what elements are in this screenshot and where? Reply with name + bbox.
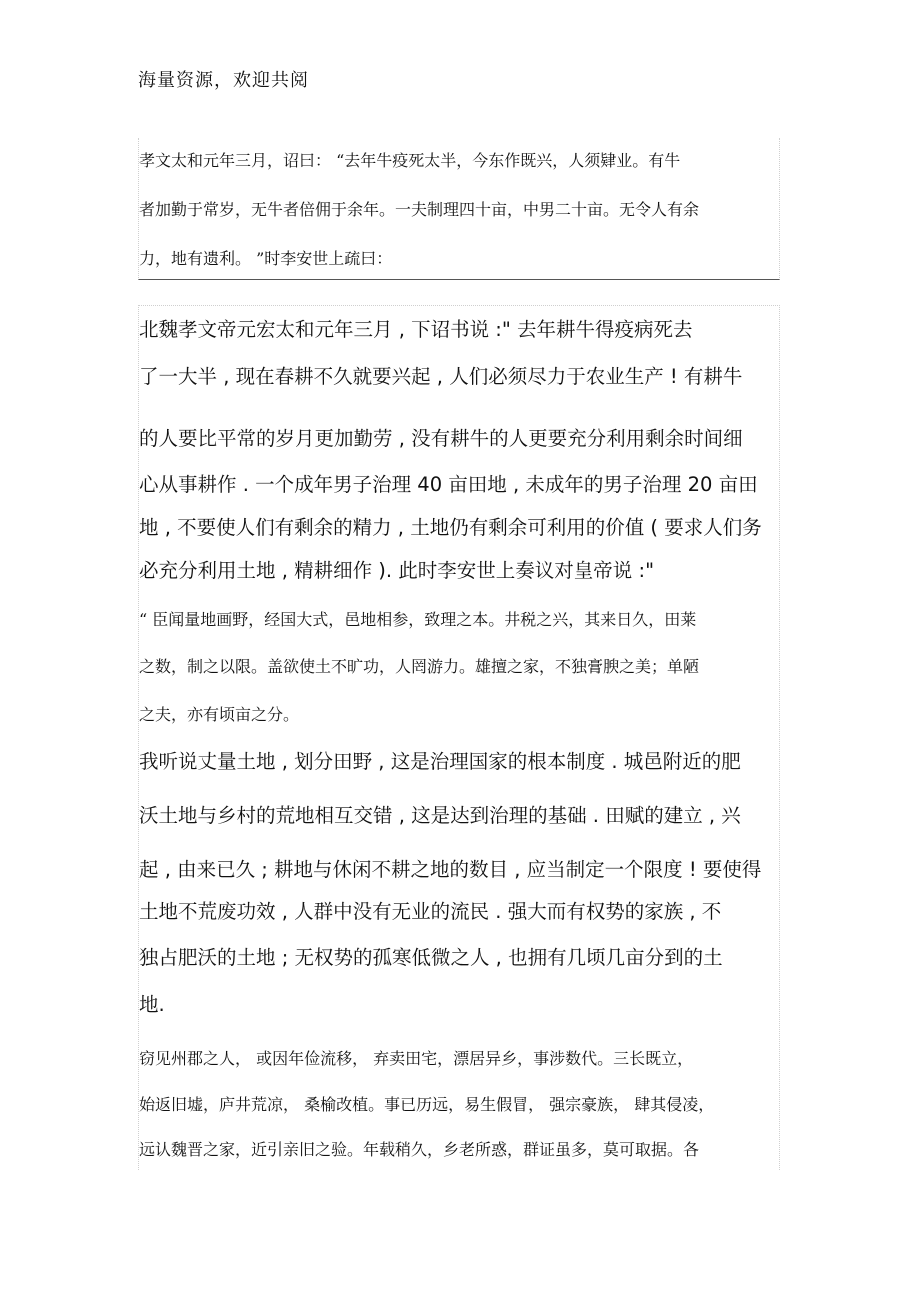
text-line: 必充分利用土地 , 精耕细作 ). 此时李安世上奏议对皇帝说 :" [139,559,655,582]
text-line: 了一大半 , 现在春耕不久就要兴起 , 人们必须尽力于农业生产 ! 有耕牛 [139,365,743,388]
text-line: 始返旧墟，庐井荒凉， 桑榆改植。事已历远，易生假冒， 强宗豪族， 肆其侵凌， [139,1095,715,1114]
text-line: 地. [139,993,165,1016]
text-line: 我听说丈量土地 , 划分田野 , 这是治理国家的根本制度 . 城邑附近的肥 [139,750,741,773]
text-line: 孝文太和元年三月，诏曰： “去年牛疫死太半，今东作既兴，人须肄业。有牛 [139,151,681,170]
text-line: 地 , 不要使人们有剩余的精力 , 土地仍有剩余可利用的价值 ( 要求人们务 [139,516,762,539]
text-line: 起 , 由来已久 ; 耕地与休闲不耕之地的数目 , 应当制定一个限度 ! 要使得 [139,858,762,881]
translation-block [138,305,780,1170]
text-line: 沃土地与乡村的荒地相互交错 , 这是达到治理的基础 . 田赋的建立 , 兴 [139,804,741,827]
text-line: “ 臣闻量地画野，经国大式，邑地相参，致理之本。井税之兴，其来日久，田莱 [139,610,697,629]
text-line: 之夫，亦有顷亩之分。 [139,705,300,724]
text-line: 之数，制之以限。盖欲使土不旷功，人罔游力。雄擅之家，不独膏腴之美；单陋 [139,657,700,676]
text-line: 土地不荒废功效 , 人群中没有无业的流民 . 强大而有权势的家族 , 不 [139,900,722,923]
text-line: 的人要比平常的岁月更加勤劳 , 没有耕牛的人更要充分利用剩余时间细 [139,427,743,450]
page-header: 海量资源，欢迎共阅 [138,70,309,91]
text-line: 窃见州郡之人， 或因年俭流移， 弃卖田宅，漂居异乡，事涉数代。三长既立， [139,1049,694,1068]
text-line: 独占肥沃的土地 ; 无权势的孤寒低微之人 , 也拥有几顷几亩分到的土 [139,946,723,969]
text-line: 北魏孝文帝元宏太和元年三月 , 下诏书说 :" 去年耕牛得疫病死去 [139,318,693,341]
text-line: 远认魏晋之家，近引亲旧之验。年载稍久，乡老所惑，群证虽多，莫可取据。各 [139,1140,700,1159]
original-text-block [138,138,780,280]
text-line: 力，地有遗利。 ”时李安世上疏曰： [139,249,393,268]
text-line: 者加勤于常岁，无牛者倍佣于余年。一夫制理四十亩，中男二十亩。无令人有余 [139,200,700,219]
text-line: 心从事耕作 . 一个成年男子治理 40 亩田地 , 未成年的男子治理 20 亩田 [139,473,758,496]
